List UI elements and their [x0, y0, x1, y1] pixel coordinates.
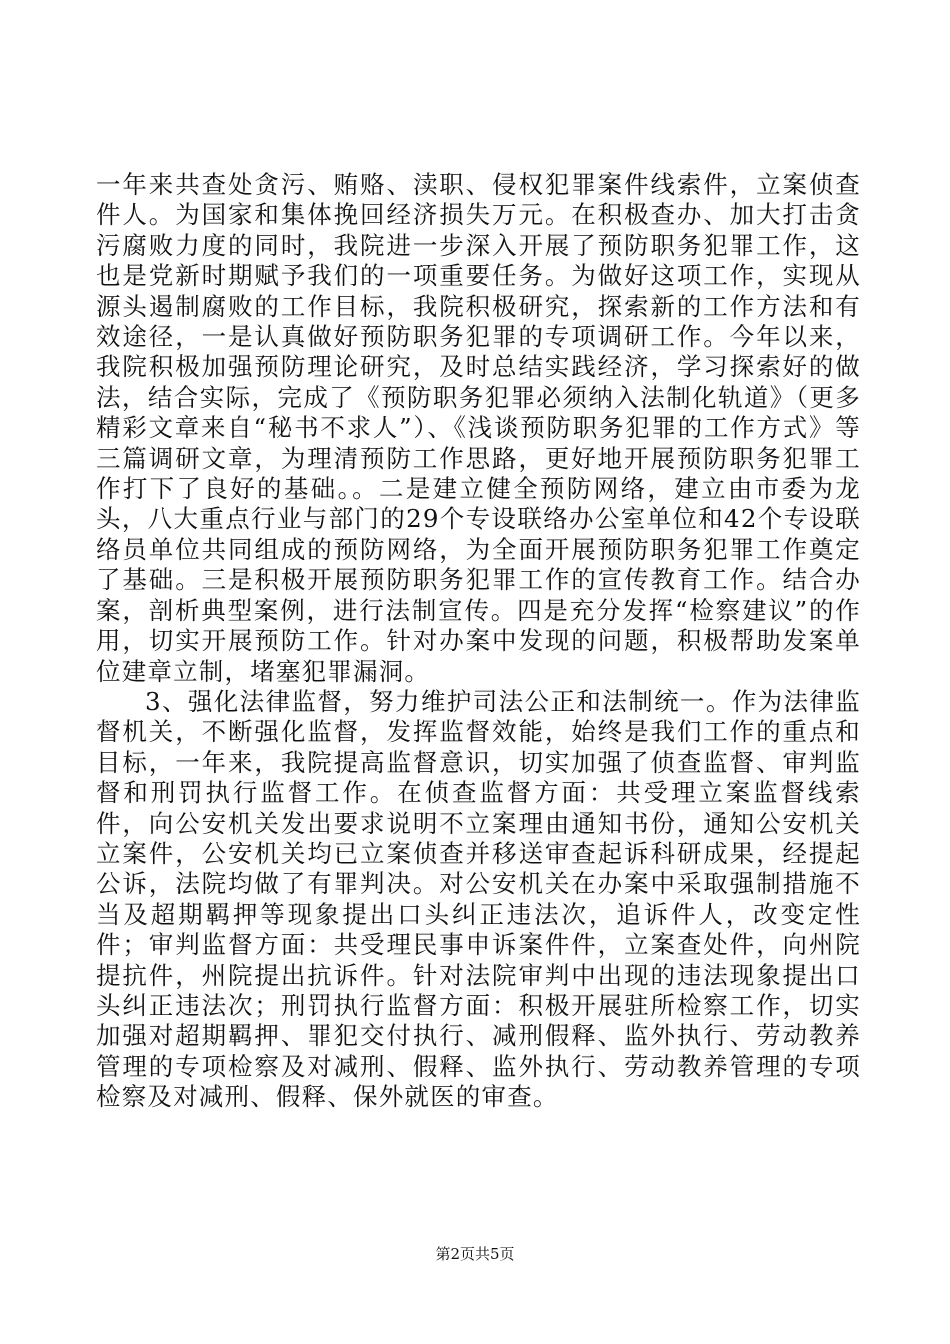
page-footer — [0, 1243, 950, 1264]
paragraph-1: 一年来共查处贪污、贿赂、渎职、侵权犯罪案件线索件，立案侦查件人。为国家和集体挽回经济损失万元。在积极查办、加大打击贪污腐败力度的同时，我院进一步深入开展了预防职务犯罪工作，这也是党新时期赋予我们的一项重要任务。为做好这项工作，实现从源头遏制腐败的工作目标，我院积极研究，探索新的工作方法和有效途径，一是认真做好预防职务犯罪的专项调研工作。今年以来，我院积极加强预防理论研究，及时总结实践经济，学习探索好的做法，结合实际，完成了《预防职务犯罪必须纳入法制化轨道》（更多精彩文章来自“秘书不求人”）、《浅谈预防职务犯罪的工作方式》等三篇调研文章，为理清预防工作思路，更好地开展预防职务犯罪工作打下了良好的基础。。二是建立健全预防网络，建立由市委为龙头，八大重点行业与部门的29个专设联络办公室单位和42个专设联络员单位共同组成的预防网络，为全面开展预防职务犯罪工作奠定了基础。三是积极开展预防职务犯罪工作的宣传教育工作。结合办案，剖析典型案例，进行法制宣传。四是充分发挥“检察建议”的作用，切实开展预防工作。针对办案中发现的问题，积极帮助发案单位建章立制，堵塞犯罪漏洞。 — [96, 170, 861, 686]
paragraph-2: 3、强化法律监督，努力维护司法公正和法制统一。作为法律监督机关，不断强化监督，发挥监督效能，始终是我们工作的重点和目标，一年来，我院提高监督意识，切实加强了侦查监督、审判监督和刑罚执行监督工作。在侦查监督方面：共受理立案监督线索件，向公安机关发出要求说明不立案理由通知书份，通知公安机关立案件，公安机关均已立案侦查并移送审查起诉科研成果，经提起公诉，法院均做了有罪判决。对公安机关在办案中采取强制措施不当及超期羁押等现象提出口头纠正违法次，追诉件人，改变定性件；审判监督方面：共受理民事申诉案件件，立案查处件，向州院提抗件，州院提出抗诉件。针对法院审判中出现的违法现象提出口头纠正违法次；刑罚执行监督方面：积极开展驻所检察工作，切实加强对超期羁押、罪犯交付执行、减刑假释、监外执行、劳动教养管理的专项检察及对减刑、假释、监外执行、劳动教养管理的专项检察及对减刑、假释、保外就医的审查。 — [96, 686, 861, 1112]
page-number: 第2页 — [435, 1245, 475, 1263]
document-body — [96, 170, 861, 1113]
page-total: 共5页 — [475, 1245, 515, 1263]
